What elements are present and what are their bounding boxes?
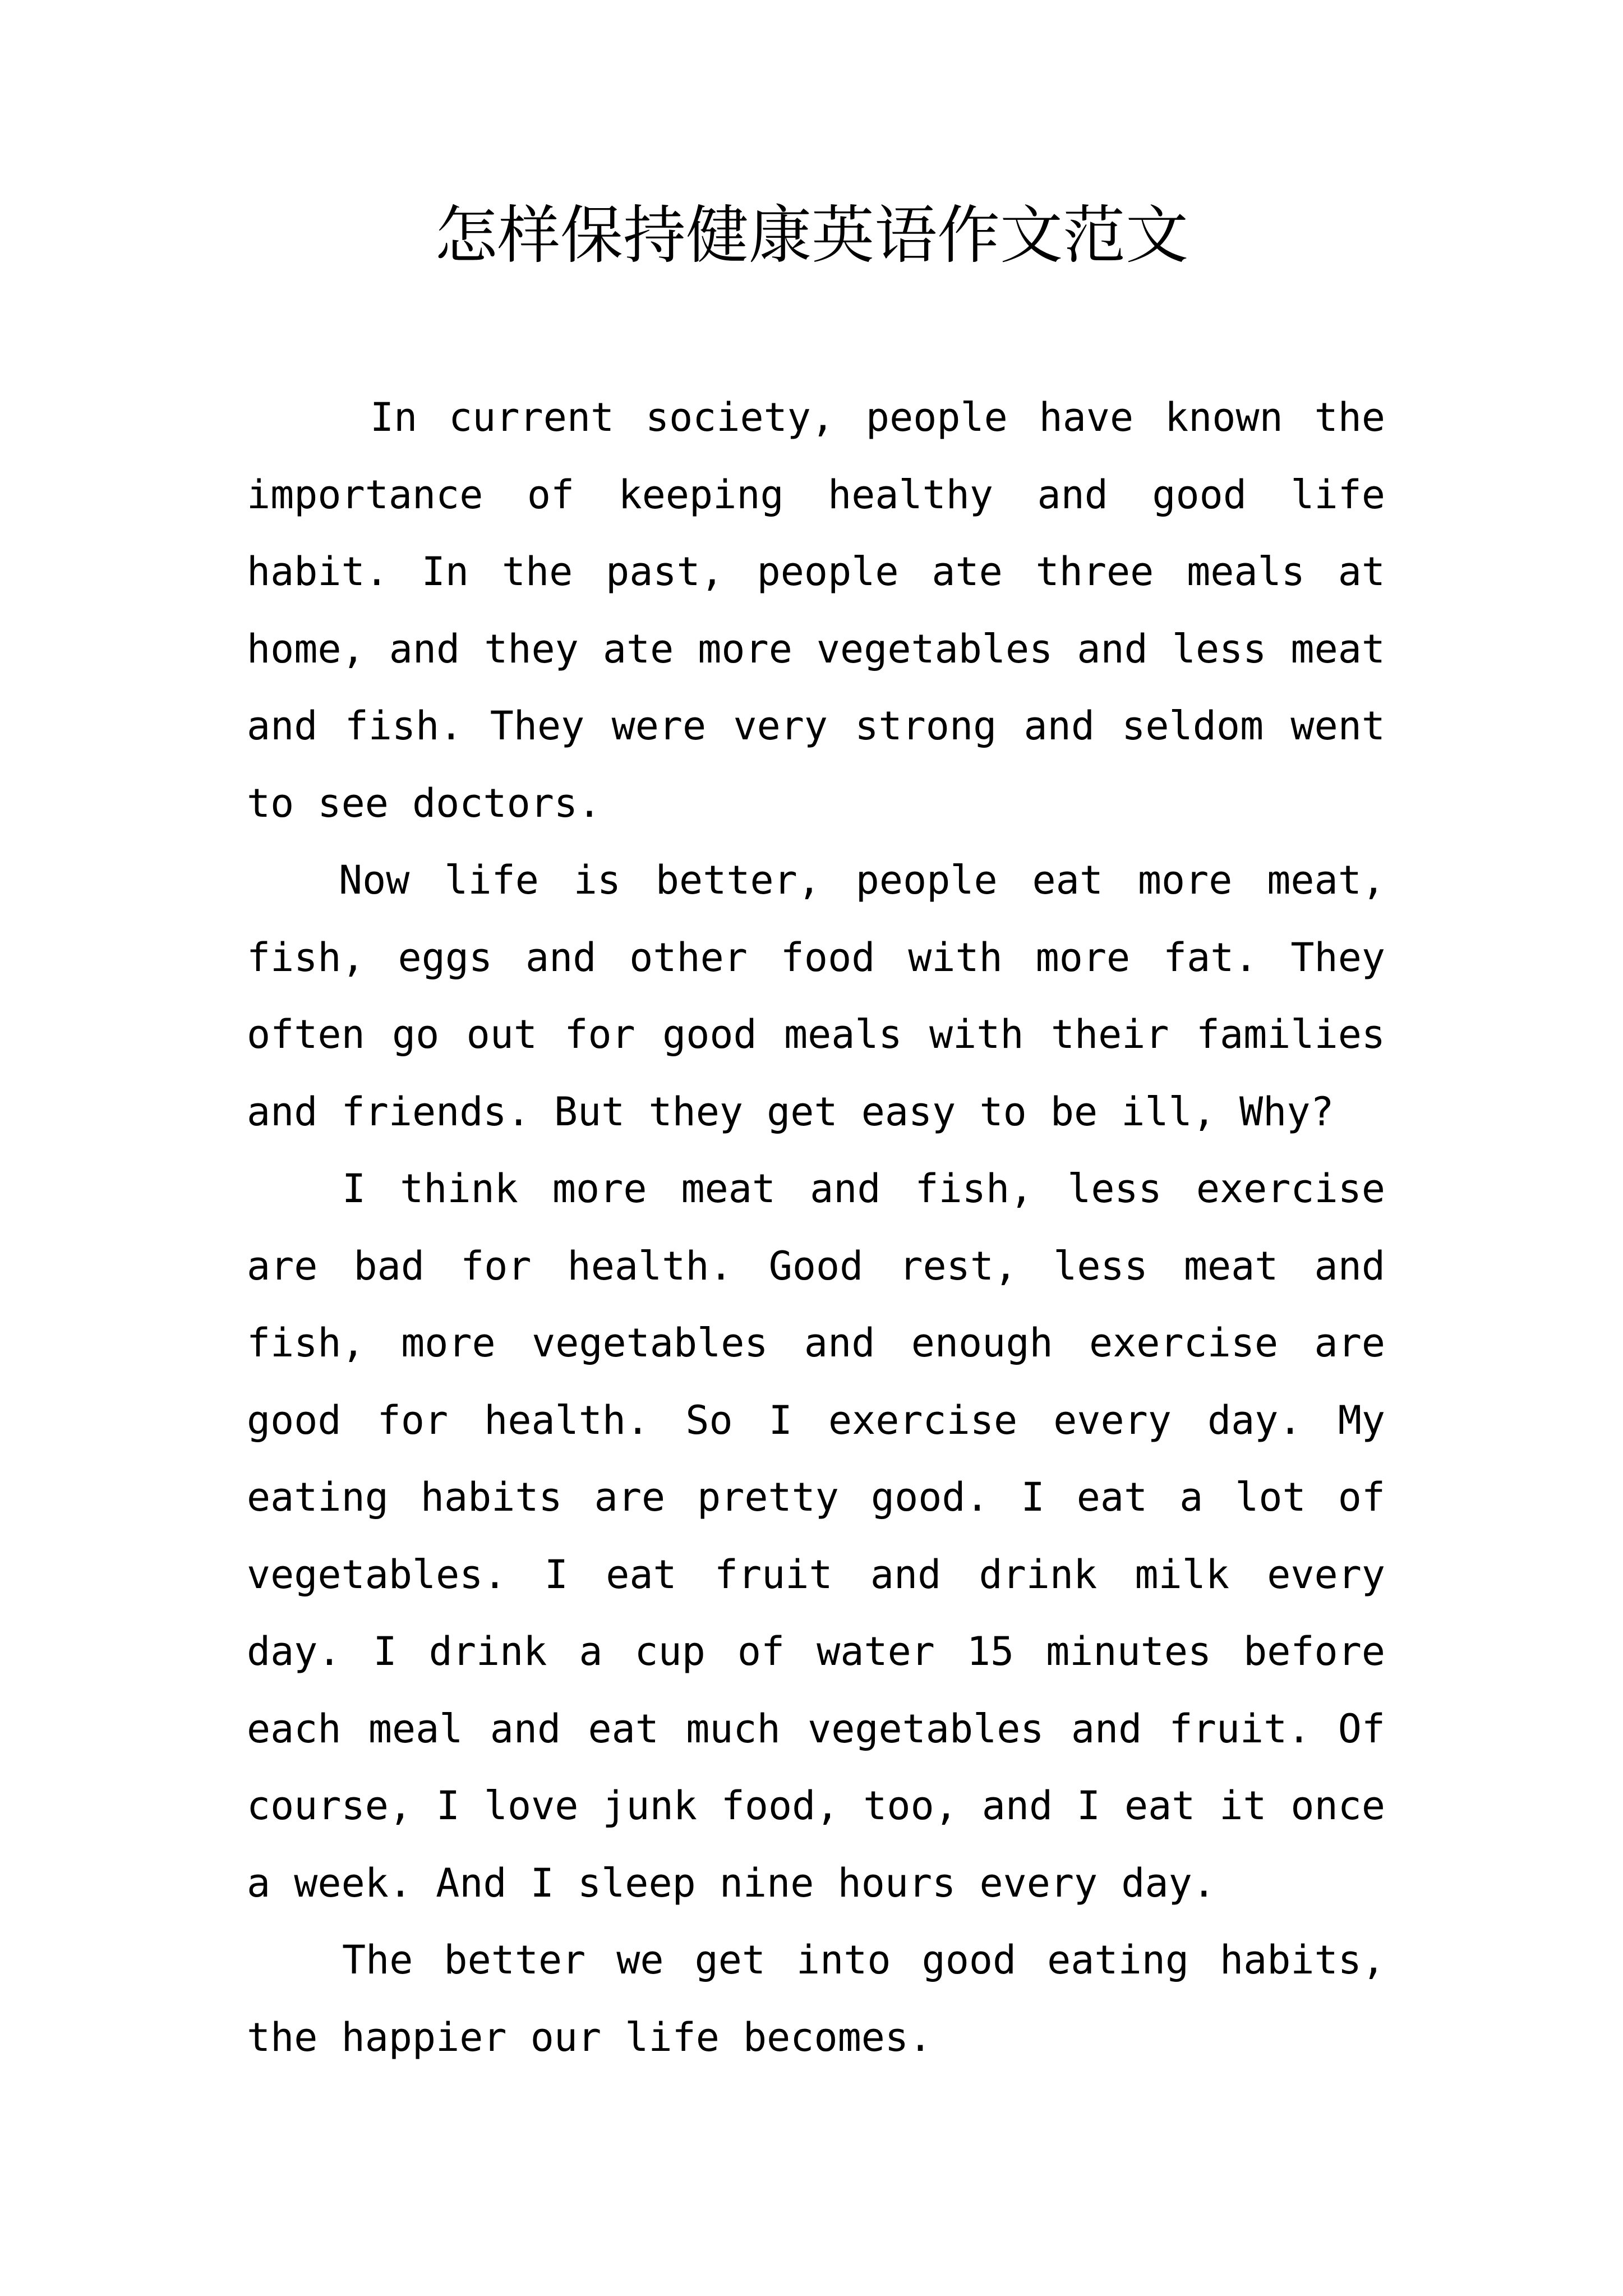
paragraph-2: Now life is better, people eat more meat, fish, eggs and other food with more fat. They often go out for good meals with their families and friends. But they get easy to be ill, Why? [247,857,1385,1135]
paragraph-3: I think more meat and fish, less exercise are bad for health. Good rest, less meat and fish, more vegetables and enough exercise are good for health. So I exercise every day. My eating habits are pretty good. I eat a lot of vegetables. I eat fruit and drink milk every day. I drink a cup of water 15 minutes before each meal and eat much vegetables and fruit. Of course, I love junk food, too, and I eat it once a week. And I sleep nine hours every day. [247,1166,1385,1906]
paragraph-4: The better we get into good eating habits, the happier our life becomes. [247,1937,1385,2060]
paragraph-1: In current society, people have known the importance of keeping healthy and good life habit. In the past, people ate three meals at home, and they ate more vegetables and less meat and fish. They were very strong and seldom went to see doctors. [247,394,1385,826]
document-title: 怎样保持健康英语作文范文 [435,199,1188,272]
document-body [247,379,1385,2076]
